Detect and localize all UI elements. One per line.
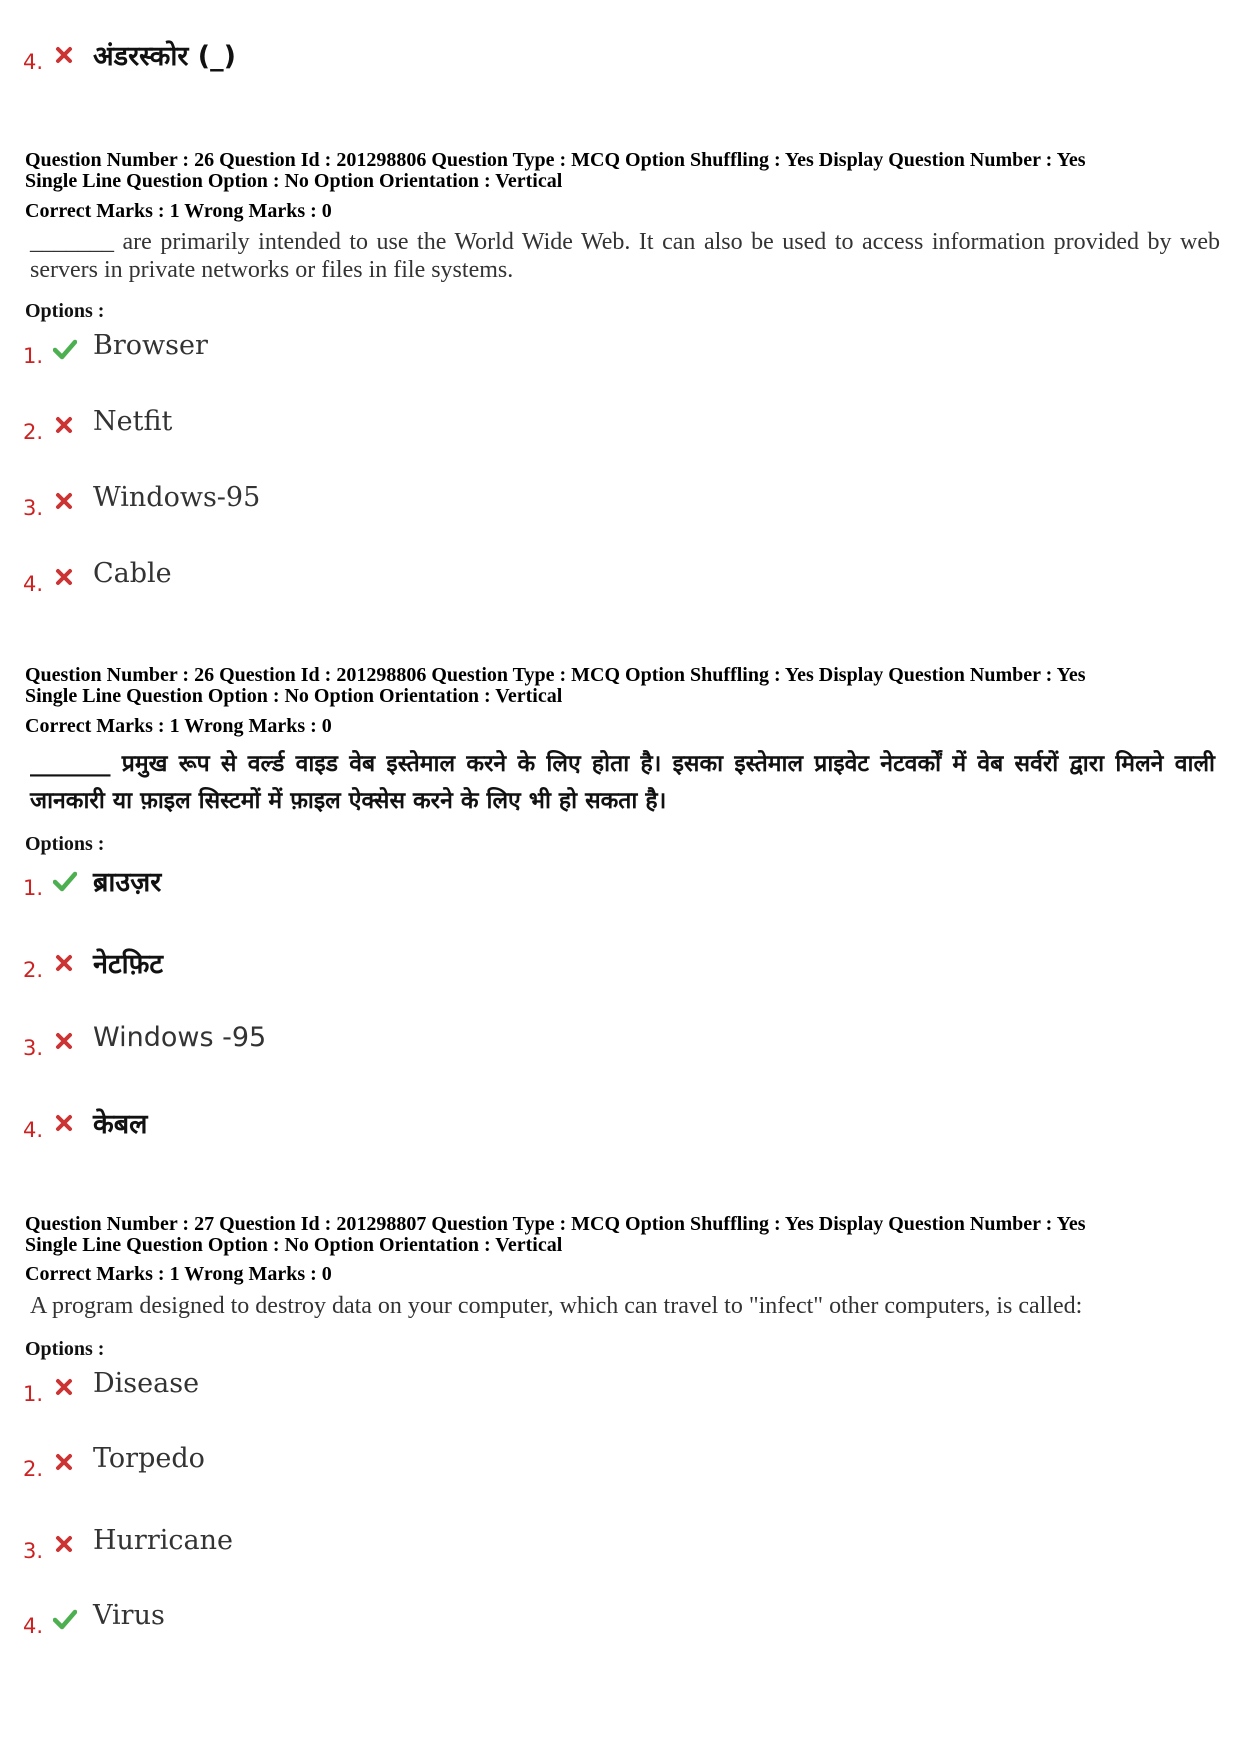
option-text: Hurricane xyxy=(93,1525,233,1556)
cross-icon xyxy=(53,1112,75,1134)
question-meta-line2: Single Line Question Option : No Option Orientation : Vertical xyxy=(25,1234,563,1256)
option-text: Browser xyxy=(93,330,208,361)
answer-blank: _______ xyxy=(30,229,114,255)
check-icon xyxy=(53,1608,75,1630)
question-meta-line1: Question Number : 27 Question Id : 201298807 Question Type : MCQ Option Shuffling : Yes Display Question Number : Yes xyxy=(25,1213,1086,1235)
option-text: केबल xyxy=(93,1109,148,1140)
option-text: Disease xyxy=(93,1368,200,1399)
cross-icon xyxy=(53,1451,75,1473)
check-icon xyxy=(53,870,75,892)
question-body: are primarily intended to use the World Wide Web. It can also be used to access information provided by web servers in private networks or files in file systems. xyxy=(30,229,1220,283)
question-meta-line2: Single Line Question Option : No Option Orientation : Vertical xyxy=(25,170,563,192)
option-number: 4. xyxy=(23,1614,44,1638)
cross-icon xyxy=(53,490,75,512)
question-text xyxy=(30,228,1220,284)
option-text: ब्राउज़र xyxy=(93,867,162,898)
question-meta xyxy=(25,1214,1215,1256)
option-text: Netfit xyxy=(93,406,173,437)
option-number: 1. xyxy=(23,344,44,368)
question-meta-line2: Single Line Question Option : No Option Orientation : Vertical xyxy=(25,685,563,707)
option-text: नेटफ़िट xyxy=(93,949,164,980)
cross-icon xyxy=(53,1533,75,1555)
answer-blank: _______ xyxy=(30,751,111,777)
cross-icon xyxy=(53,44,75,66)
option-number: 2. xyxy=(23,420,44,444)
cross-icon xyxy=(53,414,75,436)
option-number: 1. xyxy=(23,876,44,900)
question-text: A program designed to destroy data on your computer, which can travel to "infect" other computers, is called: xyxy=(30,1293,1083,1319)
options-label: Options : xyxy=(25,833,105,855)
cross-icon xyxy=(53,566,75,588)
option-number: 4. xyxy=(23,572,44,596)
option-text: Windows-95 xyxy=(93,482,261,513)
option-number: 2. xyxy=(23,958,44,982)
question-text xyxy=(30,746,1215,820)
option-text: Windows -95 xyxy=(93,1022,267,1053)
marks-line: Correct Marks : 1 Wrong Marks : 0 xyxy=(25,200,332,222)
option-number: 4. xyxy=(23,50,44,74)
option-number: 3. xyxy=(23,1539,44,1563)
option-number: 2. xyxy=(23,1457,44,1481)
question-meta xyxy=(25,665,1215,707)
option-text: Cable xyxy=(93,558,172,589)
cross-icon xyxy=(53,952,75,974)
check-icon xyxy=(53,338,75,360)
option-text: अंडरस्कोर (_) xyxy=(93,41,236,72)
option-number: 4. xyxy=(23,1118,44,1142)
question-meta-line1: Question Number : 26 Question Id : 201298806 Question Type : MCQ Option Shuffling : Yes Display Question Number : Yes xyxy=(25,149,1086,171)
question-meta-line1: Question Number : 26 Question Id : 201298806 Question Type : MCQ Option Shuffling : Yes Display Question Number : Yes xyxy=(25,664,1086,686)
question-body: प्रमुख रूप से वर्ल्ड वाइड वेब इस्तेमाल करने के लिए होता है। इसका इस्तेमाल प्राइवेट नेटवर्कों में वेब सर्वरों द्वारा मिलने वाली जानकारी या फ़ाइल सिस्टमों में फ़ाइल ऐक्सेस करने के लिए भी हो सकता है। xyxy=(30,751,1215,814)
options-label: Options : xyxy=(25,300,105,322)
option-number: 1. xyxy=(23,1382,44,1406)
option-text: Torpedo xyxy=(93,1443,205,1474)
option-text: Virus xyxy=(93,1600,165,1631)
options-label: Options : xyxy=(25,1338,105,1360)
marks-line: Correct Marks : 1 Wrong Marks : 0 xyxy=(25,715,332,737)
question-meta xyxy=(25,150,1215,192)
marks-line: Correct Marks : 1 Wrong Marks : 0 xyxy=(25,1263,332,1285)
option-number: 3. xyxy=(23,496,44,520)
option-number: 3. xyxy=(23,1036,44,1060)
cross-icon xyxy=(53,1030,75,1052)
cross-icon xyxy=(53,1376,75,1398)
